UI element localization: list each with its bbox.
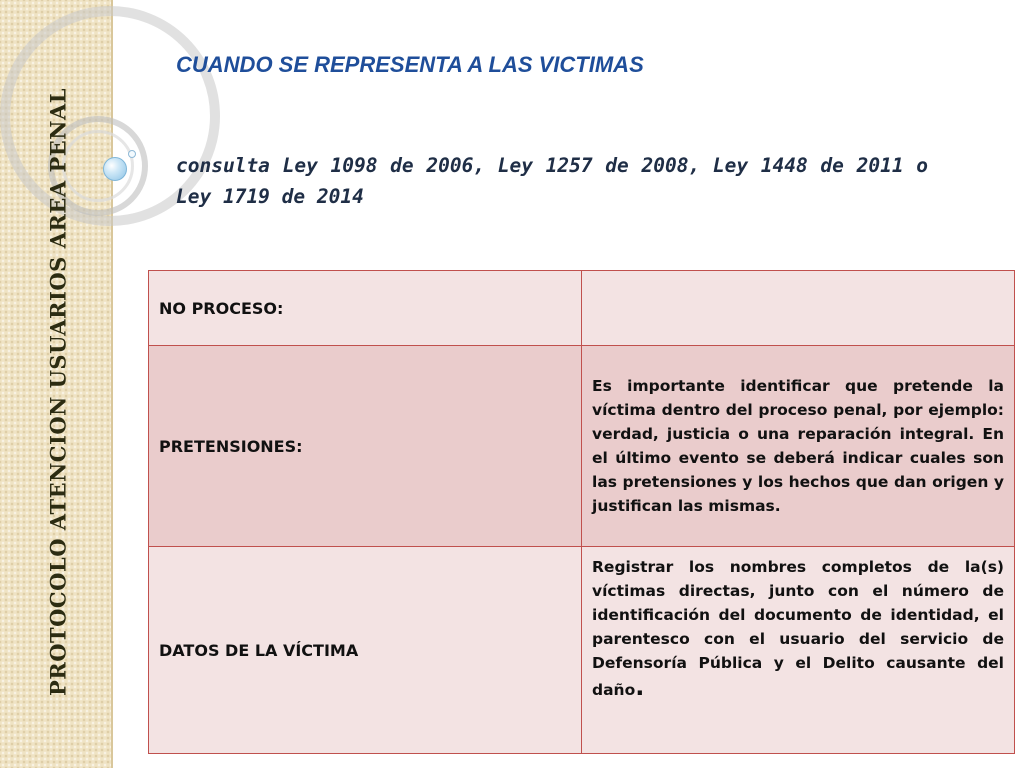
law-references: consulta Ley 1098 de 2006, Ley 1257 de 2008, Ley 1448 de 2011 o Ley 1719 de 2014: [176, 154, 928, 208]
info-table: [148, 270, 1015, 754]
row-content-pretensiones: Es importante identificar que pretende la víctima dentro del proceso penal, por ejemplo: verdad, justicia o una reparación integral. En el último evento se deberá indicar cuales son las pretensiones y los hechos que dan origen y justifican las mismas.: [582, 346, 1015, 547]
page-heading: CUANDO SE REPRESENTA A LAS VICTIMAS: [176, 52, 644, 77]
row-label-datos-victima: DATOS DE LA VÍCTIMA: [149, 547, 582, 754]
table-row: [149, 271, 1015, 346]
decorative-bubble-small: [128, 150, 136, 158]
table-row: [149, 547, 1015, 754]
row-content-datos-victima: [582, 547, 1015, 754]
vertical-title: PROTOCOLO ATENCION USUARIOS AREA PENAL: [45, 87, 71, 697]
table-row: [149, 346, 1015, 547]
row-content-end-mark: .: [635, 673, 645, 701]
row-content-datos-victima-text: Registrar los nombres completos de la(s) víctimas directas, junto con el número de identificación del documento de identidad, el parentesco con el usuario del servicio de Defensoría Pública y el Delito causante del daño: [592, 558, 1004, 699]
row-content-no-proceso: [582, 271, 1015, 346]
decorative-bubble-blue: [103, 157, 127, 181]
row-label-pretensiones: PRETENSIONES:: [149, 346, 582, 547]
row-label-no-proceso: NO PROCESO:: [149, 271, 582, 346]
